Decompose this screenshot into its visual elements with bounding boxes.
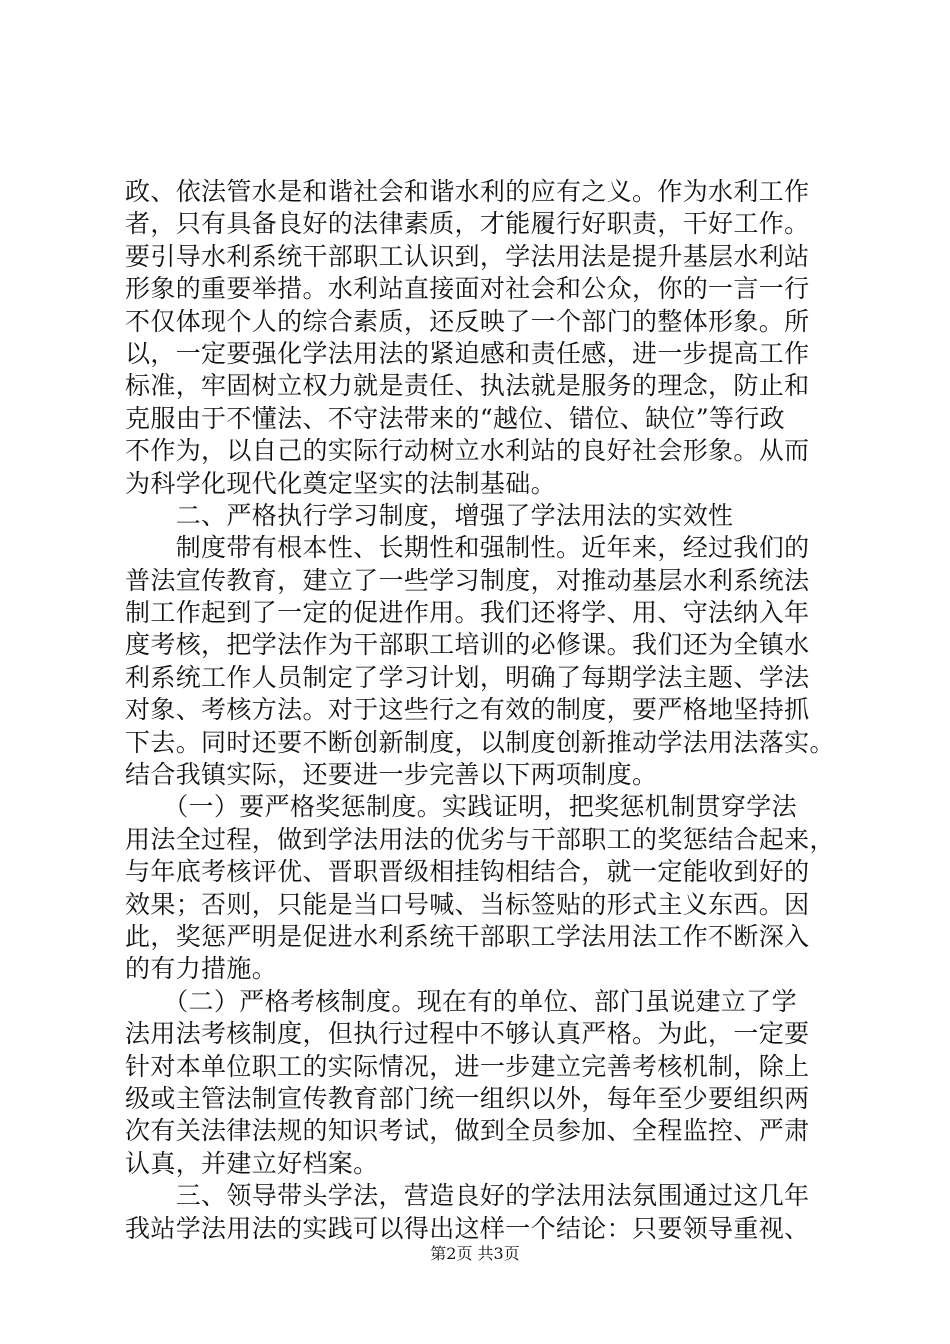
text-line: 克服由于不懂法、不守法带来的“越位、错位、缺位”等行政 [125,403,786,433]
text-line: 不作为，以自己的实际行动树立水利站的良好社会形象。从而 [125,436,810,466]
text-line: 我站学法用法的实践可以得出这样一个结论：只要领导重视、 [125,1213,810,1243]
text-line: 形象的重要举措。水利站直接面对社会和公众，你的一言一行 [125,274,810,304]
text-line: 法用法考核制度，但执行过程中不够认真严格。为此，一定要 [125,1019,810,1049]
text-line: 不仅体现个人的综合素质，还反映了一个部门的整体形象。所 [125,306,810,336]
text-line: 为科学化现代化奠定坚实的法制基础。 [125,468,556,498]
text-line: 利系统工作人员制定了学习计划，明确了每期学法主题、学法 [125,662,810,692]
text-line: 以，一定要强化学法用法的紧迫感和责任感，进一步提高工作 [125,338,810,368]
text-line: 普法宣传教育，建立了一些学习制度，对推动基层水利系统法 [125,565,810,595]
text-line: 与年底考核评优、晋职晋级相挂钩相结合，就一定能收到好的 [125,857,810,887]
text-line: 用法全过程，做到学法用法的优劣与干部职工的奖惩结合起来， [125,824,835,854]
section-heading-3: 三、领导带头学法，营造良好的学法用法氛围通过这几年 [125,1181,810,1211]
subsection-1-line: （一）要严格奖惩制度。实践证明，把奖惩机制贯穿学法 [125,792,797,822]
text-line: 制工作起到了一定的促进作用。我们还将学、用、守法纳入年 [125,598,810,628]
text-line: 效果；否则，只能是当口号喊、当标签贴的形式主义东西。因 [125,889,810,919]
section-heading-2: 二、严格执行学习制度，增强了学法用法的实效性 [125,500,734,530]
text-line: 要引导水利系统干部职工认识到，学法用法是提升基层水利站 [125,241,810,271]
text-line: 认真，并建立好档案。 [125,1148,379,1178]
text-line: 级或主管法制宣传教育部门统一组织以外，每年至少要组织两 [125,1083,810,1113]
text-line: 政、依法管水是和谐社会和谐水利的应有之义。作为水利工作 [125,177,810,206]
text-line: 者，只有具备良好的法律素质，才能履行好职责，干好工作。 [125,209,810,239]
text-line: 下去。同时还要不断创新制度，以制度创新推动学法用法落实。 [125,727,835,757]
text-line: 度考核，把学法作为干部职工培训的必修课。我们还为全镇水 [125,630,810,660]
page-number-footer: 第2页 共3页 [430,1244,520,1263]
text-line: 此，奖惩严明是促进水利系统干部职工学法用法工作不断深入 [125,921,810,951]
text-line: 的有力措施。 [125,954,278,984]
subsection-2-line: （二）严格考核制度。现在有的单位、部门虽说建立了学 [125,986,797,1016]
document-body [125,176,835,1245]
text-line: 次有关法律法规的知识考试，做到全员参加、全程监控、严肃 [125,1116,810,1146]
text-line: 制度带有根本性、长期性和强制性。近年来，经过我们的 [125,533,810,563]
text-line: 结合我镇实际，还要进一步完善以下两项制度。 [125,760,658,790]
text-line: 标准，牢固树立权力就是责任、执法就是服务的理念，防止和 [125,371,810,401]
text-line: 针对本单位职工的实际情况，进一步建立完善考核机制，除上 [125,1051,810,1081]
text-line: 对象、考核方法。对于这些行之有效的制度，要严格地坚持抓 [125,695,810,725]
